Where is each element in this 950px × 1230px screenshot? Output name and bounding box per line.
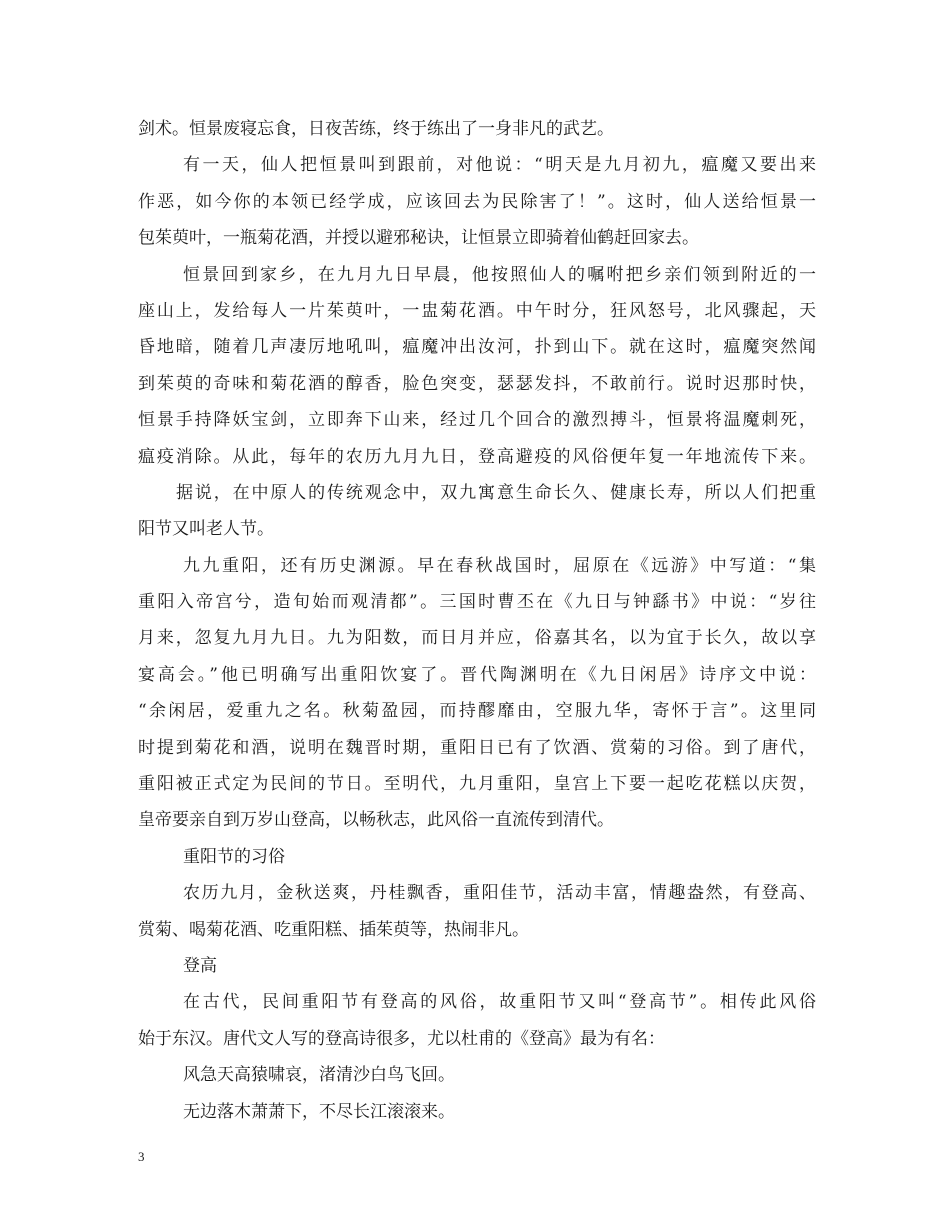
text-line: 在古代，民间重阳节有登高的风俗，故重阳节又叫“登高节”。相传此风俗	[183, 992, 816, 1013]
text-line: 到茱萸的奇味和菊花酒的醇香，脸色突变，瑟瑟发抖，不敢前行。说时迟那时快，	[138, 373, 816, 394]
poem-line: 无边落木萧萧下，不尽长江滚滚来。	[183, 1101, 455, 1122]
section-heading: 重阳节的习俗	[183, 846, 285, 867]
text-line: 皇帝要亲自到万岁山登高，以畅秋志，此风俗一直流传到清代。	[138, 810, 614, 831]
poem-line: 风急天高猿啸哀，渚清沙白鸟飞回。	[183, 1065, 455, 1086]
text-line: 座山上，发给每人一片茱萸叶，一盅菊花酒。中午时分，狂风怒号，北风骤起，天	[138, 300, 816, 321]
text-line: 有一天，仙人把恒景叫到跟前，对他说：“明天是九月初九，瘟魔又要出来	[183, 155, 816, 176]
text-line: 赏菊、喝菊花酒、吃重阳糕、插茱萸等，热闹非凡。	[138, 919, 529, 940]
text-line: 恒景手持降妖宝剑，立即奔下山来，经过几个回合的激烈搏斗，恒景将温魔刺死，	[138, 410, 816, 431]
text-line: 昏地暗，随着几声凄厉地吼叫，瘟魔冲出汝河，扑到山下。就在这时，瘟魔突然闻	[138, 337, 816, 358]
text-line: 时提到菊花和酒，说明在魏晋时期，重阳日已有了饮酒、赏菊的习俗。到了唐代，	[138, 737, 816, 758]
text-line: 始于东汉。唐代文人写的登高诗很多，尤以杜甫的《登高》最为有名：	[138, 1028, 665, 1049]
text-line: 瘟疫消除。从此，每年的农历九月九日，登高避疫的风俗便年复一年地流传下来。	[138, 446, 816, 467]
section-heading: 登高	[183, 955, 217, 976]
text-line: 重阳入帝宫兮，造旬始而观清都”。三国时曹丕在《九日与钟繇书》中说：“岁往	[138, 592, 816, 613]
text-line: “余闲居，爱重九之名。秋菊盈园，而持醪靡由，空服九华，寄怀于言”。这里同	[138, 701, 816, 722]
text-line: 宴高会。”他已明确写出重阳饮宴了。晋代陶渊明在《九日闲居》诗序文中说：	[138, 664, 816, 685]
text-line: 包茱萸叶，一瓶菊花酒，并授以避邪秘诀，让恒景立即骑着仙鹤赶回家去。	[138, 228, 699, 249]
body-text	[138, 111, 816, 1130]
text-line: 月来，忽复九月九日。九为阳数，而日月并应，俗嘉其名，以为宜于长久，故以享	[138, 628, 816, 649]
text-line: 九九重阳，还有历史渊源。早在春秋战国时，屈原在《远游》中写道：“集	[183, 555, 816, 576]
text-line: 作恶，如今你的本领已经学成，应该回去为民除害了！”。这时，仙人送给恒景一	[138, 191, 816, 212]
page-number: 3	[138, 1149, 145, 1164]
text-line: 恒景回到家乡，在九月九日早晨，他按照仙人的嘱咐把乡亲们领到附近的一	[183, 264, 816, 285]
text-line: 阳节又叫老人节。	[138, 519, 274, 540]
text-line: 据说，在中原人的传统观念中，双九寓意生命长久、健康长寿，所以人们把重	[176, 482, 816, 503]
text-line: 重阳被正式定为民间的节日。至明代，九月重阳，皇宫上下要一起吃花糕以庆贺，	[138, 774, 816, 795]
text-line: 农历九月，金秋送爽，丹桂飘香，重阳佳节，活动丰富，情趣盎然，有登高、	[183, 883, 816, 904]
text-line: 剑术。恒景废寝忘食，日夜苦练，终于练出了一身非凡的武艺。	[138, 119, 614, 139]
